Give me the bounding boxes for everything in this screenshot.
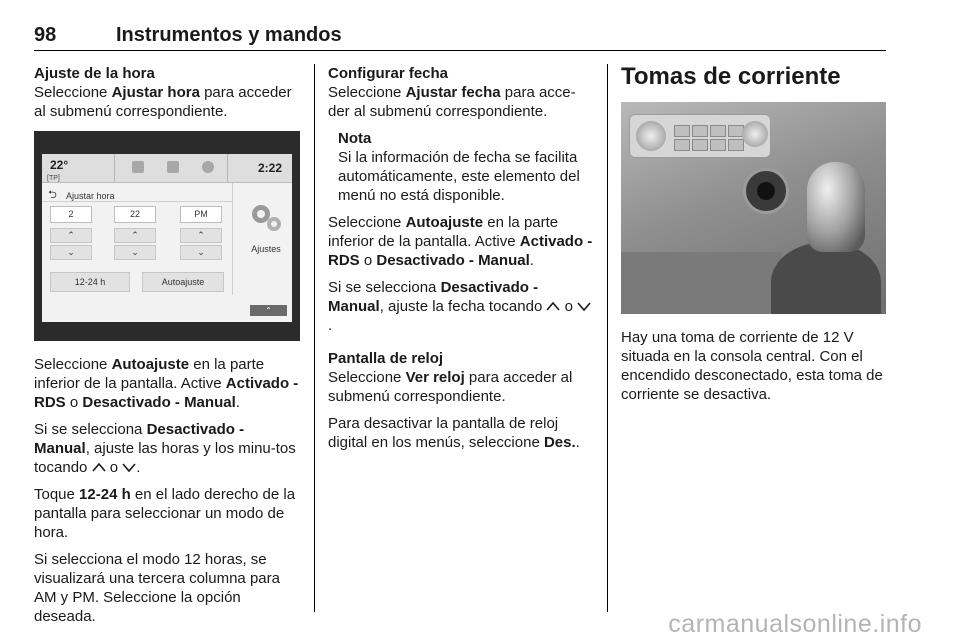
power-outlet-photo <box>621 102 886 314</box>
running-title: Instrumentos y mandos <box>116 24 342 46</box>
ampm-value: PM <box>180 206 222 223</box>
column-left <box>34 64 300 634</box>
paragraph: Si selecciona el modo 12 horas, se visualizará una tercera columna para AM y PM. Seleccione la opción deseada. <box>34 551 280 625</box>
paragraph: Seleccione Autoajuste en la parte inferior de la pantalla. Active Activado - RDS o Desactivado - Manual. <box>328 214 593 269</box>
chevron-down-icon <box>577 301 591 312</box>
minute-value: 22 <box>114 206 156 223</box>
gear-icon <box>246 200 286 236</box>
note-text: Si la información de fecha se facilita automáticamente, este elemento del menú no está disponible. <box>338 149 580 204</box>
note-title: Nota <box>338 130 372 147</box>
screen-menu-title: ⮌ Ajustar hora <box>42 183 232 202</box>
screen-top-bar <box>42 154 292 183</box>
phone-icon <box>167 161 179 173</box>
paragraph: Seleccione Ajustar fecha para acce-der al submenú correspondiente. <box>328 84 576 120</box>
nav-icon <box>202 161 214 173</box>
page-number: 98 <box>34 24 57 46</box>
chevron-up-icon: ⌃ <box>180 228 222 243</box>
power-socket-icon <box>743 168 789 214</box>
chevron-up-icon <box>546 301 560 312</box>
paragraph: Seleccione Ajustar hora para acceder al submenú correspondiente. <box>34 84 292 120</box>
screen-tp-indicator: [TP] <box>47 175 60 182</box>
paragraph: Seleccione Ver reloj para acceder al submenú correspondiente. <box>328 369 573 405</box>
screen-autoajuste-button: Autoajuste <box>142 272 224 292</box>
screen-settings-label: Ajustes <box>251 244 281 254</box>
chevron-down-icon: ⌄ <box>180 245 222 260</box>
chevron-up-icon <box>92 462 106 473</box>
section-heading: Configurar fecha <box>328 65 449 82</box>
paragraph: Para desactivar la pantalla de reloj digital en los menús, seleccione Des.. <box>328 415 580 451</box>
chevron-down-icon <box>122 462 136 473</box>
music-icon <box>132 161 144 173</box>
paragraph: Si se selecciona Desactivado - Manual, ajuste la fecha tocando o . <box>328 278 594 335</box>
paragraph: Hay una toma de corriente de 12 V situada en la consola central. Con el encendido desconectado, esta toma de corriente se desactiva. <box>621 329 883 403</box>
paragraph: Si se selecciona Desactivado - Manual, ajuste las horas y los minu-tos tocando o . <box>34 421 296 476</box>
chevron-up-icon: ⌃ <box>114 228 156 243</box>
paragraph: Toque 12-24 h en el lado derecho de la pantalla para seleccionar un modo de hora. <box>34 486 296 541</box>
section-heading: Pantalla de reloj <box>328 350 444 367</box>
section-title: Tomas de corriente <box>621 63 841 90</box>
screen-clock: 2:22 <box>257 161 282 175</box>
hour-value: 2 <box>50 206 92 223</box>
note-box <box>328 129 594 205</box>
column-middle <box>328 64 594 460</box>
page-header <box>34 20 886 51</box>
column-divider <box>607 64 608 612</box>
infotainment-screen-image <box>34 131 300 341</box>
chevron-down-icon: ⌄ <box>114 245 156 260</box>
chevron-up-icon: ⌃ <box>50 228 92 243</box>
column-divider <box>314 64 315 612</box>
column-right <box>621 64 886 412</box>
section-heading: Ajuste de la hora <box>34 65 155 82</box>
back-arrow-icon: ⮌ <box>48 189 57 201</box>
watermark: carmanualsonline.info <box>668 610 922 638</box>
chevron-down-icon: ⌄ <box>50 245 92 260</box>
paragraph: Seleccione Autoajuste en la parte inferior de la pantalla. Active Activado - RDS o Desactivado - Manual. <box>34 356 299 411</box>
screen-1224-button: 12-24 h <box>50 272 130 292</box>
gear-shift-knob <box>807 162 865 252</box>
screen-expand-bar: ⌃ <box>250 305 287 316</box>
screen-temperature: 22° <box>50 158 69 172</box>
